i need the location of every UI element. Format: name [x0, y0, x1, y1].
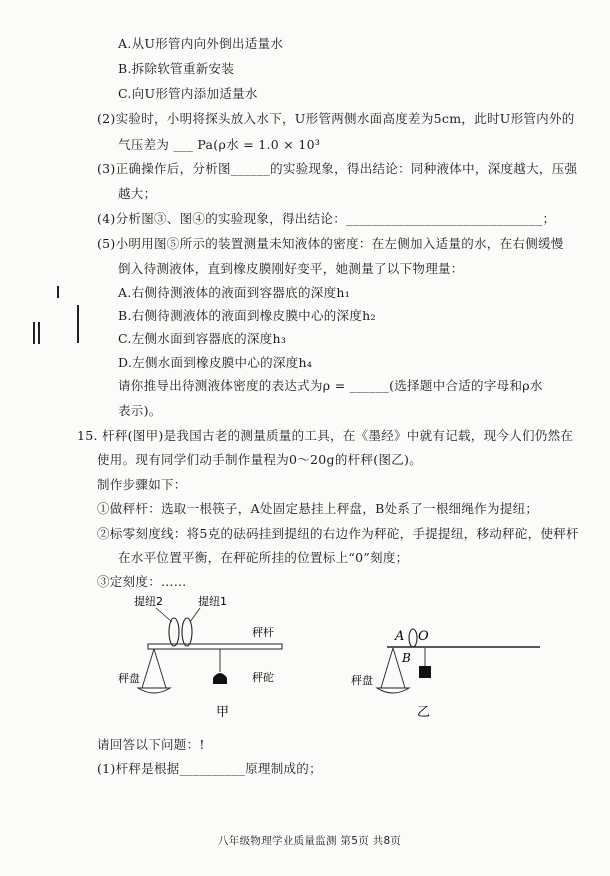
question-3-line-1: (3)正确操作后，分析图______的实验现象，得出结论：同种液体中，深度越大，压强	[97, 161, 578, 176]
question-3-line-2: 越大；	[118, 186, 157, 201]
option-a: A.从U形管内向外倒出适量水	[118, 36, 284, 51]
label-chengpan: 秤盘	[118, 672, 140, 685]
question-15-line-1: 15. 杆秤(图甲)是我国古老的测量质量的工具，在《墨经》中就有记载，现今人们仍然在	[77, 428, 574, 443]
label-chengpan-yi: 秤盘	[351, 674, 373, 687]
question-5-ask-line-2: 表示)。	[118, 403, 162, 418]
label-a: A	[395, 629, 405, 644]
label-o: O	[418, 629, 429, 644]
question-2-line-1: (2)实验时，小明将探头放入水下，U形管两侧水面高度差为5cm，此时U形管内外的	[97, 111, 575, 126]
sub-question-1: (1)杆秤是根据__________原理制成的；	[97, 761, 322, 776]
figure-jia	[118, 590, 308, 720]
tiniu-loop-yi	[409, 629, 417, 647]
weight-block-yi	[419, 666, 431, 678]
step-1: ①做秤杆：选取一根筷子，A处固定悬挂上秤盘，B处系了一根细绳作为提纽；	[97, 501, 539, 516]
label-tiniu2: 提纽2	[134, 595, 163, 608]
question-2-line-2: 气压差为 ___ Pa(ρ水 = 1.0 × 10³	[118, 137, 321, 152]
leader-tiniu2	[156, 608, 172, 622]
step-2-line-2: 在水平位置平衡，在秤砣所挂的位置标上“0”刻度；	[118, 550, 409, 565]
pan	[138, 688, 170, 693]
caption-jia: 甲	[216, 705, 230, 720]
caption-yi: 乙	[417, 705, 431, 720]
page-footer: 八年级物理学业质量监测 第5页 共8页	[218, 835, 402, 847]
label-b: B	[402, 651, 411, 665]
question-5-line-1: (5)小明用图⑤所示的装置测量未知液体的密度：在左侧加入适量的水，在右侧缓慢	[97, 236, 564, 251]
leader-tiniu1	[190, 608, 200, 622]
question-5-ask-line-1: 请你推导出待测液体密度的表达式为ρ = ______(选择题中合适的字母和ρ水	[118, 378, 543, 393]
tiniu1-loop	[182, 618, 192, 646]
figure-yi	[345, 590, 545, 720]
steps-title: 制作步骤如下：	[97, 477, 187, 492]
step-2-line-1: ②标零刻度线：将5克的砝码挂到提纽的右边作为秤砣，手提提纽，移动秤砣，使秤杆	[97, 526, 579, 541]
answer-prompt: 请回答以下问题：!	[97, 737, 205, 752]
step-3: ③定刻度：……	[97, 574, 187, 589]
question-5-option-d: D.左侧水面到橡皮膜中心的深度h₄	[118, 355, 313, 370]
chenggan-beam	[148, 644, 282, 649]
question-5-option-b: B.右侧待测液体的液面到橡皮膜中心的深度h₂	[118, 308, 376, 323]
pan-string-right	[154, 649, 166, 688]
tiniu2-loop	[169, 618, 179, 646]
pan-yi	[377, 688, 409, 693]
question-5-option-c: C.左侧水面到容器底的深度h₃	[118, 331, 287, 346]
margin-mark-1	[57, 286, 59, 298]
margin-mark-4	[38, 322, 40, 344]
question-5-line-2: 倒入待测液体，直到橡皮膜刚好变平，她测量了以下物理量：	[118, 261, 464, 276]
pan-string-left-yi	[381, 648, 393, 688]
margin-mark-2	[77, 305, 79, 343]
question-4: (4)分析图③、图④的实验现象，得出结论：______________________________；	[97, 211, 556, 226]
question-5-option-a: A.右侧待测液体的液面到容器底的深度h₁	[118, 285, 351, 300]
option-b: B.拆除软管重新安装	[118, 61, 235, 76]
pan-string-left	[142, 649, 154, 688]
chengtuo-weight	[213, 673, 227, 684]
option-c: C.向U形管内添加适量水	[118, 86, 258, 101]
question-15-line-2: 使用。现有同学们动手制作量程为0～20g的杆秤(图乙)。	[97, 452, 423, 467]
margin-mark-3	[33, 322, 35, 344]
label-chenggan: 秤杆	[252, 626, 274, 639]
label-chengtuo: 秤砣	[252, 671, 274, 684]
label-tiniu1: 提纽1	[198, 595, 227, 608]
